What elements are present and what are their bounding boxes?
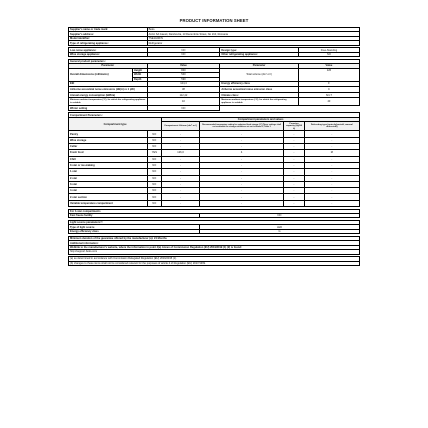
compartment-temperature: - bbox=[199, 181, 283, 187]
compartment-volume: 126,0 bbox=[162, 150, 200, 156]
compartment-name: Wine storage bbox=[69, 137, 148, 143]
compartment-name: 4-star bbox=[69, 188, 148, 194]
climate-class-value: SN-T bbox=[298, 93, 359, 97]
compartment-temperature: - bbox=[199, 175, 283, 181]
noise-emissions-value: 38 bbox=[147, 86, 220, 93]
compartment-freezing-capacity: - bbox=[284, 144, 304, 150]
compartment-table bbox=[68, 112, 360, 207]
total-volume-label: Total volume (dm³ or l) bbox=[220, 68, 299, 81]
depth-value: 590 bbox=[147, 77, 220, 81]
compartment-name: Pantry bbox=[69, 131, 148, 137]
winter-setting-value: NO bbox=[147, 106, 220, 110]
notes-table bbox=[68, 256, 360, 266]
min-temp-value: 10 bbox=[147, 97, 220, 106]
compartment-freezing-capacity: - bbox=[284, 200, 304, 206]
compartment-volume: - bbox=[162, 137, 200, 143]
compartment-present: NO bbox=[147, 200, 162, 206]
compartment-volume: - bbox=[162, 131, 200, 137]
compartment-name: 0-star or ice-making bbox=[69, 162, 148, 168]
general-params-heading: General product parameters: bbox=[69, 59, 360, 63]
noise-class-value: C bbox=[298, 86, 359, 93]
compartment-row bbox=[69, 200, 360, 206]
compartment-freezing-capacity: - bbox=[284, 169, 304, 175]
compartment-name: Chill bbox=[69, 156, 148, 162]
compartment-freezing-capacity: - bbox=[284, 150, 304, 156]
additional-info-heading: Additional information: bbox=[69, 241, 360, 245]
four-star-heading: For 4-star compartments bbox=[69, 209, 360, 213]
compartment-name: 1-star bbox=[69, 169, 148, 175]
annual-energy-label: Annual energy consumption (kWh/a) bbox=[69, 93, 148, 97]
light-type-label: Type of light source bbox=[69, 225, 200, 229]
compartment-name: 2-star section bbox=[69, 194, 148, 200]
compartment-temperature: - bbox=[199, 194, 283, 200]
eei-value: 124,4 bbox=[147, 82, 220, 86]
compartment-present: NO bbox=[147, 156, 162, 162]
light-class-label: Energy efficiency class bbox=[69, 229, 200, 233]
wine-value: NO bbox=[147, 52, 220, 56]
compartment-temperature: - bbox=[199, 156, 283, 162]
compartment-present: NO bbox=[147, 144, 162, 150]
supplier-name: Beko bbox=[147, 28, 359, 32]
compartment-freezing-capacity: - bbox=[284, 175, 304, 181]
compartment-defrost-type: - bbox=[304, 169, 359, 175]
height-value: 840 bbox=[147, 68, 220, 72]
compartment-volume: - bbox=[162, 181, 200, 187]
compartment-name: Cellar bbox=[69, 144, 148, 150]
compartment-freezing-capacity: - bbox=[284, 156, 304, 162]
low-noise-label: Low-noise appliance: bbox=[69, 48, 148, 52]
energy-class-label: Energy efficiency class bbox=[220, 82, 299, 86]
general-parameters-table bbox=[68, 59, 360, 111]
value-header: Value bbox=[147, 64, 220, 68]
design-type-value: Free-Standing bbox=[298, 48, 359, 52]
total-volume-value: 126 bbox=[298, 68, 359, 81]
model-label: Model identifier: bbox=[69, 36, 148, 40]
noise-emissions-label: Airborne acoustical noise emissions (dB(A) re 1 pW) bbox=[69, 86, 148, 93]
compartment-volume: - bbox=[162, 162, 200, 168]
compartment-rows bbox=[69, 131, 360, 207]
compartment-freezing-capacity: - bbox=[284, 162, 304, 168]
compartment-volume: - bbox=[162, 194, 200, 200]
climate-class-label: Climate class: bbox=[220, 93, 299, 97]
compartment-type-header: Compartment type bbox=[69, 117, 162, 131]
param-header: Parameter bbox=[69, 64, 148, 68]
fast-freeze-label: Fast freeze facility bbox=[69, 214, 200, 218]
light-source-heading: Light source parametersᵃᵇ: bbox=[69, 220, 360, 224]
compartment-freezing-capacity: - bbox=[284, 194, 304, 200]
compartment-present: NO bbox=[147, 169, 162, 175]
compartment-temperature: - bbox=[199, 137, 283, 143]
compartment-present: NO bbox=[147, 181, 162, 187]
design-type-label: Design type: bbox=[220, 48, 299, 52]
compartment-defrost-type: - bbox=[304, 131, 359, 137]
compartment-volume: - bbox=[162, 144, 200, 150]
weblink-label: Weblink to the manufacturer's website, where the information in point 4(a) Annex of Commission Regulation (EU) 2019/2019 (1) (2) is found: bbox=[69, 245, 360, 249]
freezing-capacity-header: Freezing capacity (kg/24 h) bbox=[284, 122, 304, 131]
compartment-volume: - bbox=[162, 175, 200, 181]
supplier-address: Arctic SA Gaesti, Dambovita, 13 Decembrie Street, No 210, Romania bbox=[147, 32, 359, 36]
compartment-name: Variable temperature compartment bbox=[69, 200, 148, 206]
weblink-value[interactable]: http://support.beko.com bbox=[69, 250, 360, 254]
energy-class-value: F bbox=[298, 82, 359, 86]
compartment-volume-header: Compartment Volume (dm³ or l) bbox=[162, 122, 200, 131]
type-value: Refrigerator bbox=[147, 41, 359, 45]
compartment-temperature: - bbox=[199, 144, 283, 150]
light-type-value: LED bbox=[199, 225, 359, 229]
compartment-freezing-capacity: - bbox=[284, 181, 304, 187]
noise-class-label: Airborne acoustical noise emission class bbox=[220, 86, 299, 93]
compartment-present: NO bbox=[147, 137, 162, 143]
compartment-temperature: - bbox=[199, 188, 283, 194]
compartment-defrost-type: - bbox=[304, 156, 359, 162]
wine-label: Wine storage appliance: bbox=[69, 52, 148, 56]
sheet-title: PRODUCT INFORMATION SHEET bbox=[179, 18, 249, 23]
additional-info-table bbox=[68, 236, 360, 255]
compartment-params-heading: Compartment Parameters: bbox=[69, 113, 360, 117]
max-temp-value: 43 bbox=[298, 97, 359, 106]
max-temp-label: Maximum ambient temperature (°C), for which the refrigerating appliance is suitable bbox=[220, 97, 299, 106]
compartment-present: NO bbox=[147, 175, 162, 181]
product-information-sheet bbox=[68, 18, 360, 266]
light-source-table bbox=[68, 220, 360, 234]
height-label: Height bbox=[133, 68, 148, 72]
compartment-defrost-type: - bbox=[304, 144, 359, 150]
compartment-defrost-type: - bbox=[304, 137, 359, 143]
appliance-table bbox=[68, 47, 360, 57]
compartment-volume: - bbox=[162, 200, 200, 206]
compartment-present: NO bbox=[147, 162, 162, 168]
other-value: NO bbox=[298, 52, 359, 56]
compartment-present: YES bbox=[147, 150, 162, 156]
eei-label: EEI bbox=[69, 82, 148, 86]
compartment-freezing-capacity: - bbox=[284, 188, 304, 194]
compartment-defrost-type: - bbox=[304, 181, 359, 187]
four-star-table bbox=[68, 209, 360, 219]
fast-freeze-value: NO bbox=[199, 214, 359, 218]
min-temp-label: Minimum ambient temperature (°C), for which the refrigerating appliance is suitable bbox=[69, 97, 148, 106]
supplier-table bbox=[68, 27, 360, 46]
compartment-defrost-type: M bbox=[304, 150, 359, 156]
compartment-present: NO bbox=[147, 131, 162, 137]
width-value: 540 bbox=[147, 73, 220, 77]
note-a: (a) as determined in accordance with Commission Delegated Regulation (EU) 2019/2015 (1). bbox=[69, 257, 360, 261]
defrosting-type-header: Defrosting type (auto-defrost=A, manual defrost=M) bbox=[304, 122, 359, 131]
width-label: Width bbox=[133, 73, 148, 77]
value-header-2: Value bbox=[298, 64, 359, 68]
compartment-values-header: Compartment parameters and values bbox=[162, 117, 360, 121]
compartment-defrost-type: - bbox=[304, 200, 359, 206]
compartment-volume: - bbox=[162, 169, 200, 175]
compartment-defrost-type: - bbox=[304, 194, 359, 200]
compartment-name: 3-star bbox=[69, 181, 148, 187]
compartment-temperature: - bbox=[199, 200, 283, 206]
compartment-defrost-type: - bbox=[304, 175, 359, 181]
compartment-temperature: 4 bbox=[199, 150, 283, 156]
compartment-volume: - bbox=[162, 156, 200, 162]
note-b: (b) changes to these items shall not be considered relevant for the purposes of article 4 of Regulation (EU) 2017/1369. bbox=[69, 261, 360, 265]
compartment-temperature: - bbox=[199, 162, 283, 168]
compartment-present: NO bbox=[147, 194, 162, 200]
light-class-value: G bbox=[199, 229, 359, 233]
depth-label: Depth bbox=[133, 77, 148, 81]
compartment-present: NO bbox=[147, 188, 162, 194]
compartment-freezing-capacity: - bbox=[284, 137, 304, 143]
winter-setting-label: Winter setting bbox=[69, 106, 148, 110]
supplier-address-label: Supplier's address: bbox=[69, 32, 148, 36]
low-noise-value: NO bbox=[147, 48, 220, 52]
overall-dimensions-label: Overall dimensions (millimetre) bbox=[69, 68, 133, 81]
compartment-defrost-type: - bbox=[304, 162, 359, 168]
model-identifier: TSE1423FN bbox=[147, 36, 359, 40]
supplier-name-label: Supplier's name or trade mark: bbox=[69, 28, 148, 32]
annual-energy-value: 112,42 bbox=[147, 93, 220, 97]
compartment-defrost-type: - bbox=[304, 188, 359, 194]
compartment-freezing-capacity: - bbox=[284, 131, 304, 137]
type-label: Type of refrigerating appliance: bbox=[69, 41, 148, 45]
guarantee-text: Minimum duration of the guarantee offered by the manufacturer (a): 24 Months bbox=[69, 236, 360, 240]
compartment-temperature: - bbox=[199, 169, 283, 175]
compartment-name: 2-star bbox=[69, 175, 148, 181]
compartment-temperature: - bbox=[199, 131, 283, 137]
compartment-name: Fresh food bbox=[69, 150, 148, 156]
recommended-temp-header: Recommended temperature setting for optimised food storage (°C) These settings shall not contradict the storage conditions set out in Annex IV, Table 3 bbox=[199, 122, 283, 131]
other-label: Other refrigerating appliance: bbox=[220, 52, 299, 56]
compartment-volume: - bbox=[162, 188, 200, 194]
param-header-2: Parameter bbox=[220, 64, 299, 68]
